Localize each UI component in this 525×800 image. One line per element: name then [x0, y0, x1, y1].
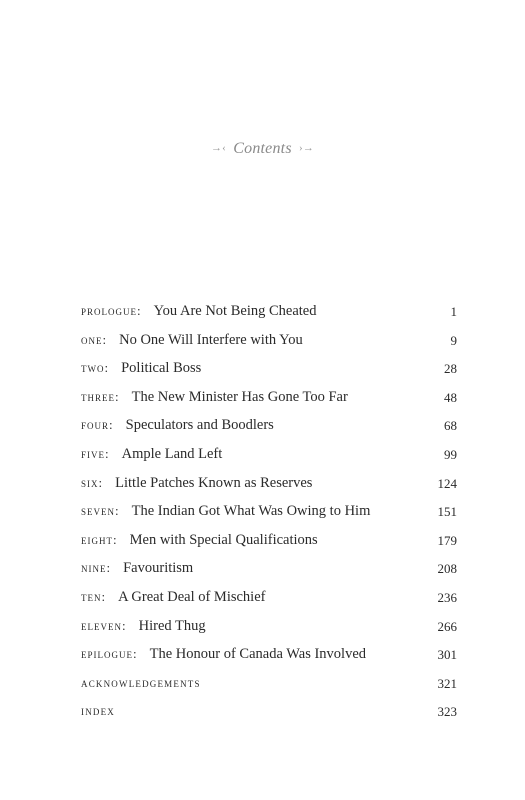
toc-chapter-title: No One Will Interfere with You — [119, 331, 303, 348]
toc-page-number: 236 — [437, 589, 457, 605]
toc-page-number: 151 — [437, 504, 457, 520]
toc-chapter-label: two: — [81, 360, 110, 376]
toc-page-number: 321 — [437, 675, 457, 691]
toc-chapter-title: Favouritism — [123, 560, 194, 577]
toc-chapter-title: Men with Special Qualifications — [129, 531, 318, 548]
toc-chapter-label: prologue: — [81, 303, 142, 318]
toc-chapter-label: ten: — [81, 588, 107, 604]
toc-chapter-title: Ample Land Left — [121, 445, 223, 462]
toc-page-number: 99 — [444, 446, 457, 462]
toc-entry — [81, 586, 457, 615]
toc-entry — [81, 643, 457, 672]
left-ornament-icon: →‹ — [210, 142, 227, 155]
contents-heading — [0, 140, 525, 158]
contents-title: Contents — [233, 140, 292, 157]
right-ornament-icon: ›→ — [298, 142, 315, 155]
toc-entry — [81, 672, 457, 701]
toc-entry — [81, 700, 457, 729]
toc-chapter-label: five: — [81, 445, 110, 461]
toc-chapter-label: six: — [81, 474, 104, 490]
toc-chapter-label: epilogue: — [81, 646, 138, 662]
toc-chapter-label: eight: — [81, 531, 118, 547]
toc-page-number: 208 — [437, 561, 457, 577]
toc-page-number: 48 — [444, 389, 457, 405]
toc-chapter-title: The New Minister Has Gone Too Far — [131, 388, 348, 405]
toc-entry — [81, 557, 457, 586]
toc-entry — [81, 500, 457, 529]
toc-entry — [81, 300, 457, 329]
toc-chapter-label: nine: — [81, 560, 112, 576]
table-of-contents — [81, 300, 457, 729]
toc-entry — [81, 329, 457, 358]
toc-page-number: 1 — [450, 304, 457, 319]
toc-chapter-label: acknowledgements — [81, 674, 201, 690]
toc-page-number: 9 — [450, 332, 457, 348]
toc-chapter-label: seven: — [81, 503, 120, 519]
toc-chapter-title: A Great Deal of Mischief — [118, 588, 266, 605]
toc-chapter-title: Political Boss — [121, 360, 202, 377]
toc-chapter-title: The Indian Got What Was Owing to Him — [131, 503, 371, 520]
toc-page-number: 68 — [444, 418, 457, 434]
toc-chapter-label: eleven: — [81, 617, 127, 633]
toc-chapter-label: index — [81, 703, 115, 719]
toc-chapter-title: You Are Not Being Cheated — [153, 303, 317, 319]
toc-chapter-title: Little Patches Known as Reserves — [115, 474, 313, 491]
toc-entry — [81, 414, 457, 443]
toc-page-number: 124 — [437, 475, 457, 491]
toc-chapter-title: The Honour of Canada Was Involved — [149, 646, 367, 663]
toc-page-number: 179 — [437, 532, 457, 548]
toc-page-number: 323 — [437, 704, 457, 720]
toc-entry — [81, 615, 457, 644]
toc-chapter-title: Hired Thug — [138, 617, 206, 634]
toc-entry — [81, 529, 457, 558]
toc-page-number: 266 — [437, 618, 457, 634]
toc-entry — [81, 386, 457, 415]
toc-entry — [81, 443, 457, 472]
toc-page-number: 301 — [437, 647, 457, 663]
toc-page-number: 28 — [444, 361, 457, 377]
toc-chapter-label: one: — [81, 331, 108, 347]
toc-chapter-label: four: — [81, 417, 114, 433]
toc-entry — [81, 472, 457, 501]
toc-entry — [81, 357, 457, 386]
toc-chapter-title: Speculators and Boodlers — [125, 417, 274, 434]
toc-chapter-label: three: — [81, 388, 120, 404]
